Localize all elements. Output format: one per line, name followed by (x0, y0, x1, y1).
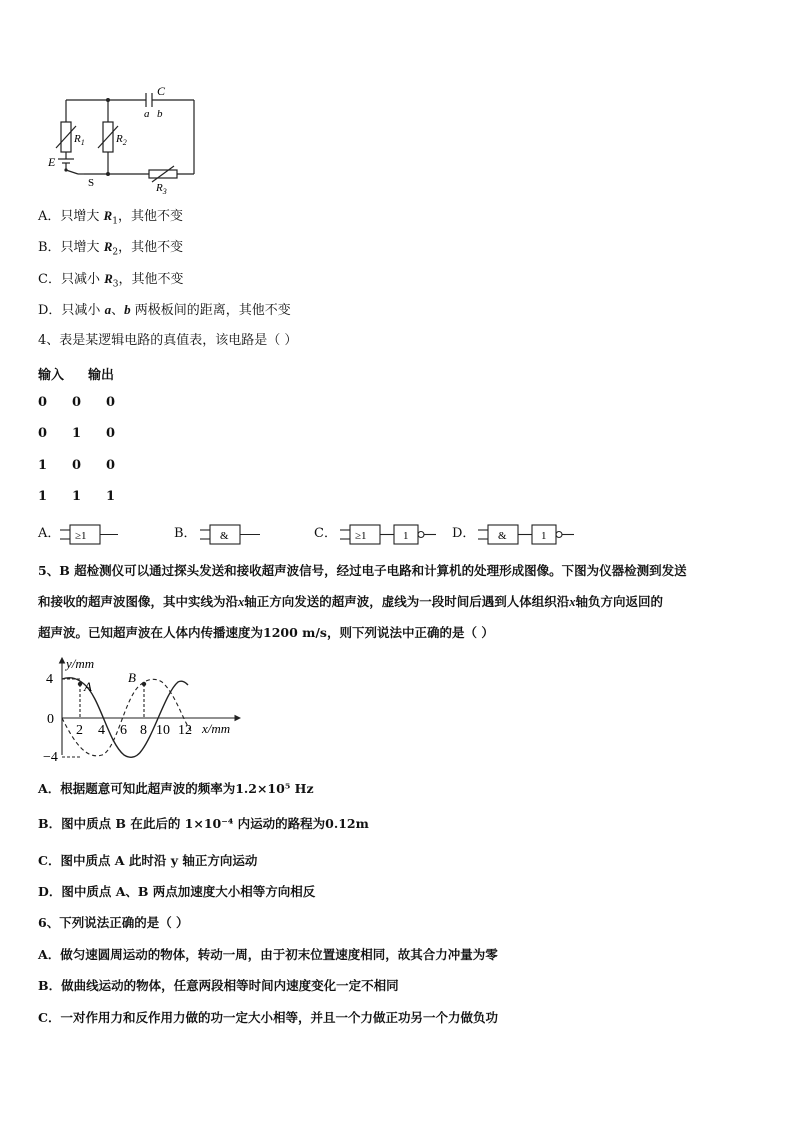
truth-table-header-input: 输入 (38, 368, 65, 383)
gate-symbol: 1 (403, 530, 409, 542)
q3-option-a: A．只增大 $R_1$，其他不变 (38, 208, 183, 227)
q5-option-a: A．根据题意可知此超声波的频率为1.2×10⁵ Hz (38, 781, 314, 796)
truth-table-cell: 0 (72, 395, 82, 410)
point-A-label: A (84, 679, 92, 694)
y-axis-label: y/mm (66, 656, 95, 671)
truth-table-cell: 0 (38, 426, 48, 441)
point-B (142, 682, 146, 686)
or-not-gate-option-c (340, 523, 440, 547)
x-tick: 12 (178, 723, 192, 738)
q4-option-a-label: A． (38, 526, 61, 541)
q3-option-b: B．只增大 $R_2$，其他不变 (38, 239, 184, 258)
wave-graph (42, 652, 247, 764)
x-tick: 6 (120, 723, 127, 738)
label-S: S (88, 177, 95, 189)
q4-stem: 4、表是某逻辑电路的真值表，该电路是（ ） (38, 333, 298, 348)
point-B-label: B (128, 670, 136, 685)
truth-table-cell: 0 (106, 458, 116, 473)
q5-stem-line2: 和接收的超声波图像，其中实线为沿x轴正方向发送的超声波，虚线为一段时间后遇到人体组织沿x轴负方向返回的 (38, 594, 664, 609)
x-tick: 10 (156, 723, 170, 738)
truth-table-cell: 1 (38, 458, 48, 473)
q5-option-b: B．图中质点 B 在此后的 1×10⁻⁴ 内运动的路程为0.12m (38, 816, 369, 831)
q6-option-a: A．做匀速圆周运动的物体，转动一周，由于初末位置速度相同，故其合力冲量为零 (38, 947, 498, 962)
q5-stem-line3: 超声波。已知超声波在人体内传播速度为1200 m/s，则下列说法中正确的是（ ） (38, 625, 494, 640)
q3-option-d: D．只减小 a、b 两极板间的距离，其他不变 (38, 302, 291, 318)
q4-option-b-label: B． (174, 526, 197, 541)
y-tick: 0 (47, 712, 54, 727)
label-R3: $R_3$ (156, 182, 167, 194)
q3-option-c: C．只减小 $R_3$，其他不变 (38, 271, 184, 290)
point-A (78, 682, 82, 686)
q4-option-d-label: D． (452, 526, 476, 541)
and-gate-option-b (200, 523, 264, 547)
y-tick: 4 (46, 672, 53, 687)
label-C: C (157, 84, 166, 98)
truth-table-cell: 0 (106, 426, 116, 441)
x-axis-label: x/mm (202, 721, 231, 736)
truth-table-cell: 1 (72, 426, 82, 441)
label-R2: $R_2$ (116, 133, 127, 147)
gate-symbol: ≥1 (75, 530, 87, 542)
x-tick: 2 (76, 723, 83, 738)
q6-option-b: B．做曲线运动的物体，任意两段相等时间内速度变化一定不相同 (38, 978, 399, 993)
circuit-diagram (44, 84, 214, 194)
gate-symbol: 1 (541, 530, 547, 542)
y-tick: −4 (43, 750, 58, 764)
label-a: a (144, 108, 150, 120)
label-R1: $R_1$ (74, 133, 85, 147)
x-tick: 4 (98, 723, 105, 738)
gate-symbol: ≥1 (355, 530, 367, 542)
label-E: E (48, 155, 56, 169)
x-tick: 8 (140, 723, 147, 738)
truth-table-cell: 1 (72, 489, 82, 504)
q5-option-d: D．图中质点 A、B 两点加速度大小相等方向相反 (38, 884, 316, 899)
q4-option-c-label: C． (314, 526, 337, 541)
gate-symbol: & (220, 530, 229, 542)
truth-table-cell: 0 (38, 395, 48, 410)
q5-option-c: C．图中质点 A 此时沿 y 轴正方向运动 (38, 853, 258, 868)
q6-stem: 6、下列说法正确的是（ ） (38, 915, 189, 930)
q5-stem-line1: 5、B 超检测仪可以通过探头发送和接收超声波信号，经过电子电路和计算机的处理形成图像。下图为仪器检测到发送 (38, 563, 687, 578)
truth-table-header-output: 输出 (88, 368, 115, 383)
q6-option-c: C．一对作用力和反作用力做的功一定大小相等，并且一个力做正功另一个力做负功 (38, 1010, 498, 1025)
truth-table-cell: 0 (106, 395, 116, 410)
or-gate-option-a (60, 523, 124, 547)
truth-table-cell: 1 (38, 489, 48, 504)
truth-table-cell: 1 (106, 489, 116, 504)
label-b: b (157, 108, 163, 120)
truth-table-cell: 0 (72, 458, 82, 473)
and-not-gate-option-d (478, 523, 578, 547)
gate-symbol: & (498, 530, 507, 542)
